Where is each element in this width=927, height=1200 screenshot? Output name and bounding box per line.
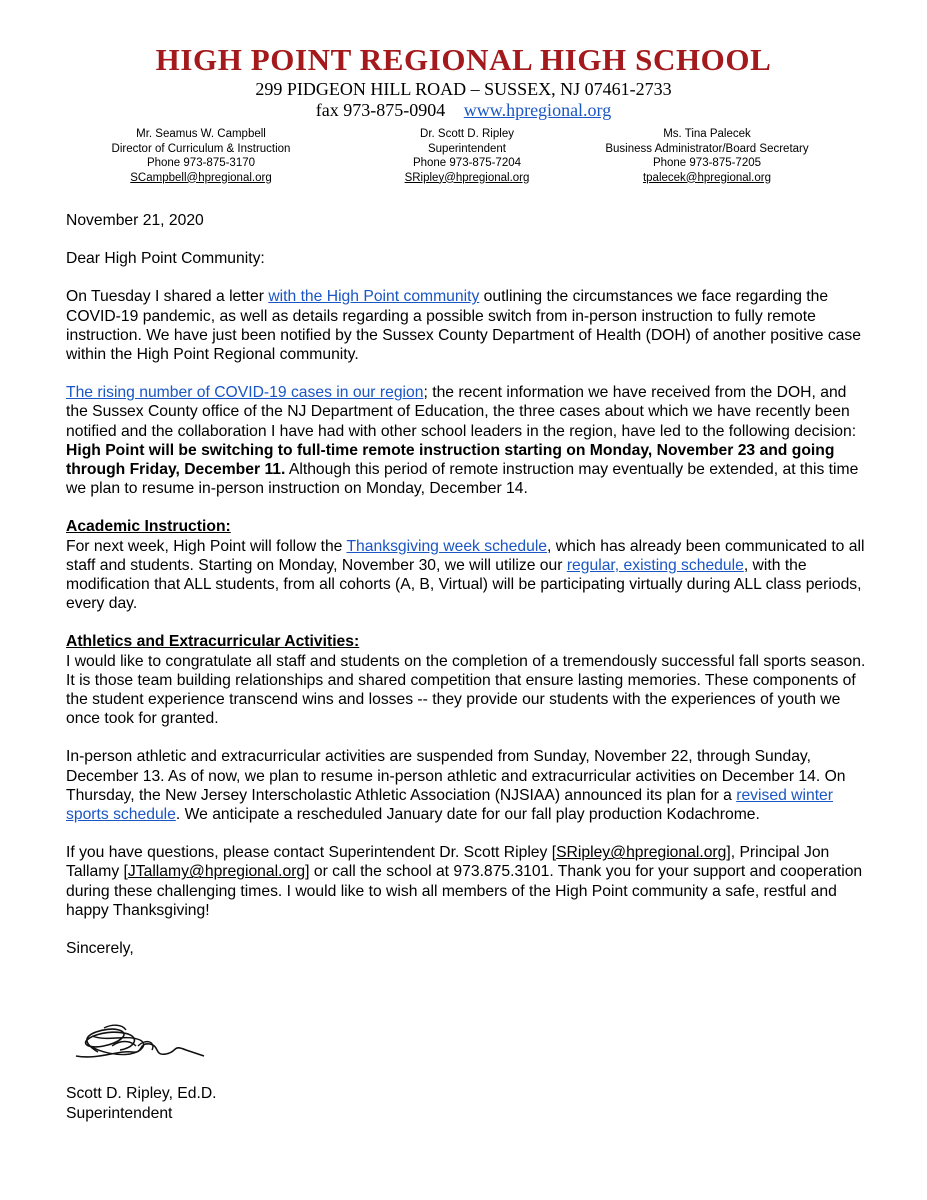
paragraph-suspension: In-person athletic and extracurricular activities are suspended from Sunday, November 22, through Sunday, December 13. As of now, we plan to resume in-person athletic and extracurricular activities on December 14. On Thursday, the New Jersey Interscholastic Athletic Association (NJSIAA) announced its plan for a revised winter sports schedule. We anticipate a rescheduled January date for our fall play production Kodachrome. <box>66 748 846 824</box>
school-address: 299 PIDGEON HILL ROAD – SUSSEX, NJ 07461-2733 <box>255 79 672 99</box>
staff-block-ripley <box>337 127 597 185</box>
letter-body <box>66 211 866 958</box>
signature-image <box>68 1016 208 1070</box>
salutation: Dear High Point Community: <box>66 250 265 268</box>
staff-email-link[interactable]: SRipley@hpregional.org <box>404 171 530 184</box>
signer-title: Superintendent <box>66 1105 173 1122</box>
paragraph-academic: For next week, High Point will follow the Thanksgiving week schedule, which has already been communicated to all staff and students. Starting on Monday, November 30, we will utilize our regular, existing schedule, with the modification that ALL students, from all cohorts (A, B, Virtual) will be participating virtually during ALL class periods, every day. <box>66 537 865 613</box>
regular-schedule-link[interactable]: regular, existing schedule <box>566 556 744 574</box>
staff-name: Dr. Scott D. Ripley <box>420 128 514 140</box>
tallamy-email-link[interactable]: JTallamy@hpregional.org <box>127 863 306 881</box>
covid-cases-link[interactable]: The rising number of COVID-19 cases in our region <box>66 384 424 402</box>
thanksgiving-schedule-link[interactable]: Thanksgiving week schedule <box>346 537 548 555</box>
staff-phone: Phone 973-875-7204 <box>412 157 522 169</box>
paragraph-decision: The rising number of COVID-19 cases in our region; the recent information we have received from the DOH, and the Sussex County office of the NJ Department of Education, the three cases about which we have recently been notified and the collaboration I have had with other school leaders in the region, have led to the following decision: High Point will be switching to full-time remote instruction starting on Monday, November 23 and going through Friday, December 11. Although this period of remote instruction may eventually be extended, at this time we plan to resume in-person instruction on Monday, December 14. <box>66 384 859 498</box>
athletics-heading: Athletics and Extracurricular Activities: <box>66 633 360 651</box>
winter-sports-link[interactable]: revised winter sports schedule <box>66 786 834 824</box>
staff-name: Ms. Tina Palecek <box>663 128 751 140</box>
signer-name: Scott D. Ripley, Ed.D. <box>66 1085 217 1102</box>
staff-title: Business Administrator/Board Secretary <box>605 142 809 155</box>
staff-title: Superintendent <box>427 142 506 155</box>
decision-statement: High Point will be switching to full-time remote instruction starting on Monday, November 23 and going through Friday, December 11. <box>66 441 835 479</box>
letter-date: November 21, 2020 <box>66 212 204 229</box>
staff-phone: Phone 973-875-7205 <box>652 157 762 169</box>
staff-name: Mr. Seamus W. Campbell <box>136 128 266 140</box>
staff-email-link[interactable]: tpalecek@hpregional.org <box>642 171 772 184</box>
contact-line <box>0 99 927 121</box>
ripley-email-link[interactable]: SRipley@hpregional.org <box>556 844 727 862</box>
community-letter-link[interactable]: with the High Point community <box>268 288 480 306</box>
staff-title: Director of Curriculum & Instruction <box>111 142 291 155</box>
paragraph-intro: On Tuesday I shared a letter with the High Point community outlining the circumstances we face regarding the COVID-19 pandemic, as well as details regarding a possible switch from in-person instruction to fully remote instruction. We have just been notified by the Sussex County Department of Health (DOH) of another positive case within the High Point Regional community. <box>66 288 861 364</box>
paragraph-questions: If you have questions, please contact Superintendent Dr. Scott Ripley [SRipley@hpregional.org], Principal Jon Tallamy [JTallamy@hpregional.org] or call the school at 973.875.3101. Thank you for your support and cooperation during these challenging times. I would like to wish all members of the High Point community a safe, restful and happy Thanksgiving! <box>66 844 863 919</box>
staff-email-link[interactable]: SCampbell@hpregional.org <box>130 171 272 184</box>
academic-heading: Academic Instruction: <box>66 518 231 536</box>
school-name: HIGH POINT REGIONAL HIGH SCHOOL <box>155 42 772 77</box>
staff-block-campbell <box>71 127 331 185</box>
paragraph-athletics: I would like to congratulate all staff and students on the completion of a tremendously successful fall sports season. It is those team building relationships and shared competition that ensure lasting memories. These components of the student experience transcend wins and losses -- they provide our students with the experiences of youth we once took for granted. <box>66 652 866 728</box>
signer-block <box>66 1084 217 1124</box>
staff-block-palecek <box>577 127 837 185</box>
fax-number: fax 973-875-0904 <box>315 100 446 120</box>
closing: Sincerely, <box>66 940 134 958</box>
website-link[interactable]: www.hpregional.org <box>463 100 612 120</box>
staff-phone: Phone 973-875-3170 <box>146 157 256 169</box>
